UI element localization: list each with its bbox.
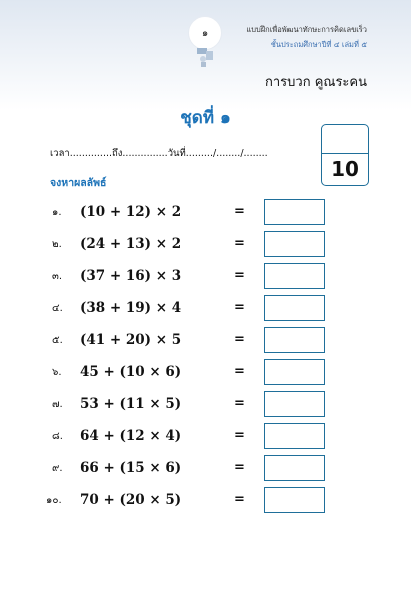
problem-expression: 70 + (20 × 5) xyxy=(80,492,182,508)
equals-sign: = xyxy=(234,268,245,283)
equals-sign: = xyxy=(234,428,245,443)
score-box xyxy=(321,124,369,186)
answer-box[interactable] xyxy=(264,327,325,353)
problem-expression: (41 + 20) × 5 xyxy=(80,332,182,348)
problem-expression: 45 + (10 × 6) xyxy=(80,364,182,380)
equals-sign: = xyxy=(234,396,245,411)
problem-expression: 66 + (15 × 6) xyxy=(80,460,182,476)
problem-row xyxy=(0,295,411,323)
answer-box[interactable] xyxy=(264,359,325,385)
problem-row xyxy=(0,263,411,291)
problem-row xyxy=(0,487,411,515)
problem-number: ๙. xyxy=(52,463,63,474)
problem-row xyxy=(0,423,411,451)
equals-sign: = xyxy=(234,364,245,379)
answer-box[interactable] xyxy=(264,231,325,257)
problem-number: ๕. xyxy=(52,335,63,346)
answer-box[interactable] xyxy=(264,199,325,225)
problem-number: ๑. xyxy=(52,207,62,218)
problem-expression: 53 + (11 × 5) xyxy=(80,396,182,412)
answer-box[interactable] xyxy=(264,455,325,481)
score-divider xyxy=(322,153,368,154)
problem-row xyxy=(0,231,411,259)
equals-sign: = xyxy=(234,460,245,475)
set-title: ชุดที่ ๑ xyxy=(180,108,231,128)
problem-expression: (10 + 12) × 2 xyxy=(80,204,182,220)
logo-figure-icon xyxy=(194,46,216,68)
logo-badge xyxy=(188,16,222,50)
problem-row xyxy=(0,327,411,355)
logo-number: ๑ xyxy=(201,27,209,39)
problem-number: ๓. xyxy=(52,271,63,282)
problem-number: ๔. xyxy=(52,303,63,314)
topic-title: การบวก คูณระคน xyxy=(264,75,367,90)
problem-row xyxy=(0,455,411,483)
answer-box[interactable] xyxy=(264,487,325,513)
equals-sign: = xyxy=(234,236,245,251)
equals-sign: = xyxy=(234,492,245,507)
problem-row xyxy=(0,391,411,419)
time-date-line: เวลา..............ถึง...............วันที่........./......../........ xyxy=(50,148,268,159)
equals-sign: = xyxy=(234,332,245,347)
problem-number: ๘. xyxy=(52,431,63,442)
answer-box[interactable] xyxy=(264,391,325,417)
header-grade-book: ชั้นประถมศึกษาปีที่ ๔ เล่มที่ ๕ xyxy=(270,40,367,49)
problem-number: ๖. xyxy=(52,367,62,378)
equals-sign: = xyxy=(234,300,245,315)
answer-box[interactable] xyxy=(264,295,325,321)
problem-row xyxy=(0,199,411,227)
problem-expression: (24 + 13) × 2 xyxy=(80,236,182,252)
logo xyxy=(188,16,222,64)
answer-box[interactable] xyxy=(264,423,325,449)
problem-number: ๗. xyxy=(52,399,63,410)
answer-box[interactable] xyxy=(264,263,325,289)
problem-expression: (38 + 19) × 4 xyxy=(80,300,182,316)
problem-number: ๑๐. xyxy=(46,495,62,506)
problem-row xyxy=(0,359,411,387)
problem-expression: 64 + (12 × 4) xyxy=(80,428,182,444)
equals-sign: = xyxy=(234,204,245,219)
header-series-title: แบบฝึกเพื่อพัฒนาทักษะการคิดเลขเร็ว xyxy=(246,25,367,34)
problem-expression: (37 + 16) × 3 xyxy=(80,268,182,284)
instruction: จงหาผลลัพธ์ xyxy=(50,177,107,189)
problem-number: ๒. xyxy=(52,239,62,250)
full-score: 10 xyxy=(331,157,359,181)
